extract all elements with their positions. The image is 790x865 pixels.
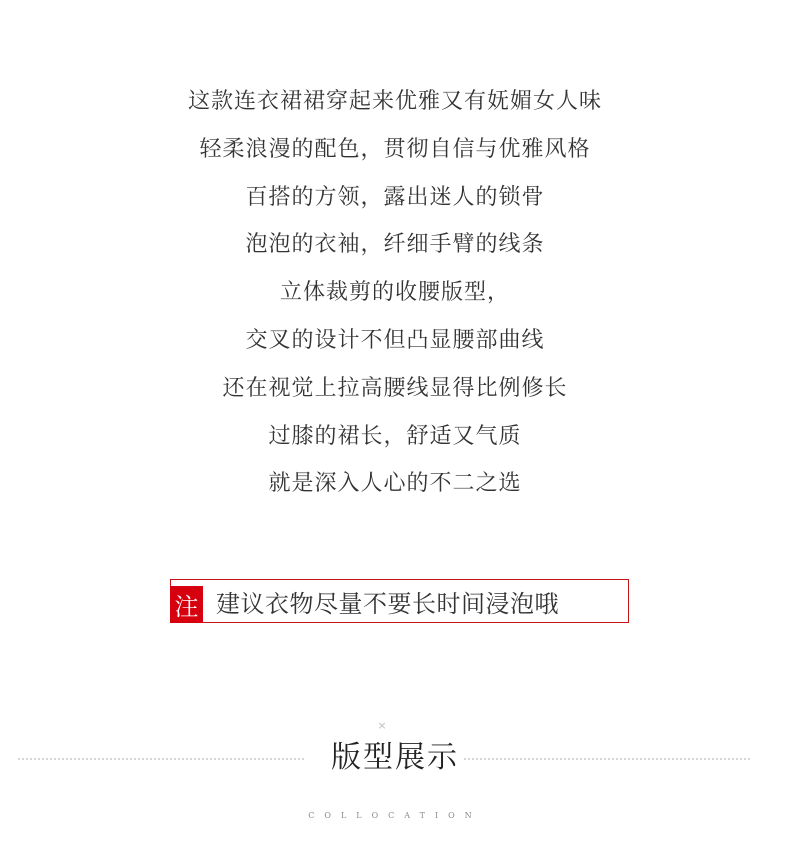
- description-line: 轻柔浪漫的配色，贯彻自信与优雅风格: [199, 136, 591, 162]
- section-subtitle: COLLOCATION: [308, 811, 482, 820]
- note-tag: 注: [170, 586, 203, 623]
- dotted-divider-right: [464, 758, 750, 760]
- description-line: 立体裁剪的收腰版型，: [279, 280, 510, 306]
- description-line: 还在视觉上拉高腰线显得比例修长: [222, 375, 568, 401]
- dotted-divider-left: [18, 758, 304, 760]
- note-text: 建议衣物尽量不要长时间浸泡哦: [216, 589, 559, 618]
- description-line: 这款连衣裙裙穿起来优雅又有妩媚女人味: [187, 89, 602, 114]
- description-line: 泡泡的衣袖，纤细手臂的线条: [245, 232, 545, 258]
- description-line: 交叉的设计不但凸显腰部曲线: [245, 327, 545, 353]
- product-description: [0, 78, 790, 508]
- section-title: 版型展示: [331, 740, 459, 775]
- care-note-box: [170, 579, 629, 623]
- section-divider-mark: ×: [377, 719, 387, 732]
- description-line: 就是深入人心的不二之选: [268, 471, 522, 497]
- description-line: 过膝的裙长，舒适又气质: [268, 423, 522, 449]
- description-line: 百搭的方领，露出迷人的锁骨: [245, 184, 545, 210]
